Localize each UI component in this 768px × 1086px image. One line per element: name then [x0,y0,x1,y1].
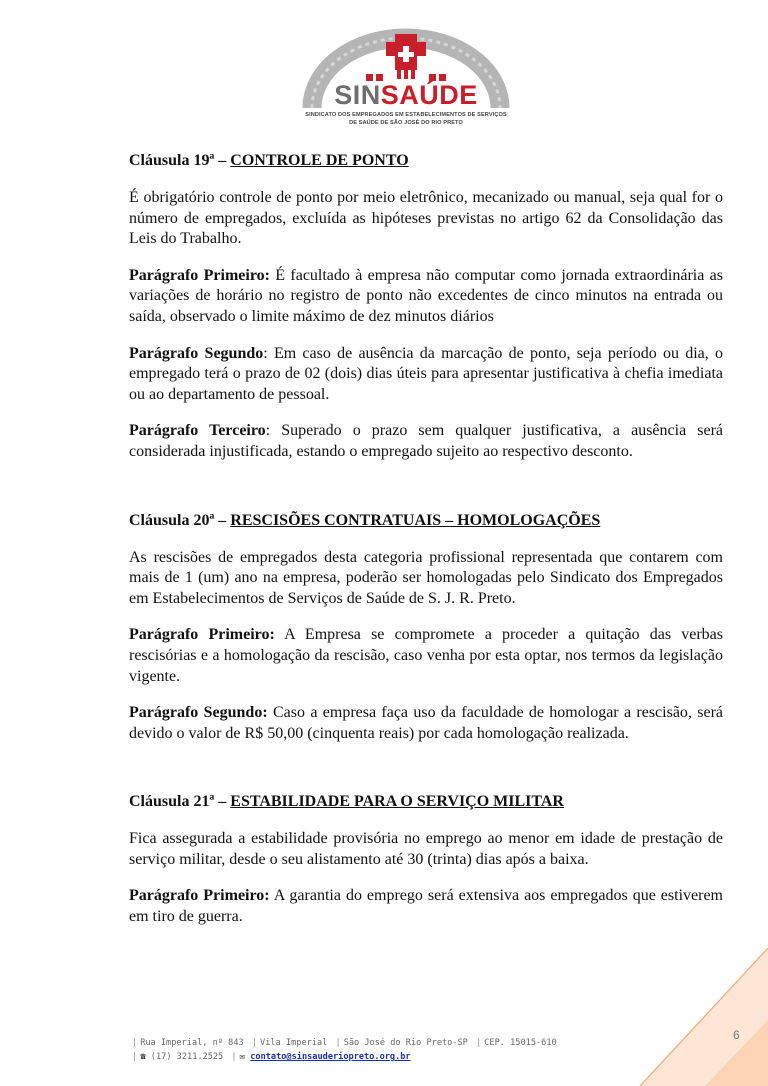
logo-name-sin: SIN [334,80,381,110]
clause-20-paragrafo-primeiro [129,625,723,687]
paragraph-label: Parágrafo Primeiro: [129,887,270,905]
clause-20-heading [129,510,723,531]
footer-cep: CEP. 15015-610 [484,1038,557,1048]
clause-20-number: Cláusula 20ª – [129,511,227,529]
clause-19-title: CONTROLE DE PONTO [230,152,409,169]
footer [129,1036,557,1064]
footer-district: Vila Imperial [260,1038,328,1048]
footer-separator: | [132,1052,138,1062]
footer-separator: | [251,1038,258,1048]
paragraph-label: Parágrafo Segundo: [129,704,268,722]
footer-address-row [129,1036,557,1050]
footer-separator: | [231,1052,237,1062]
paragraph-text: As rescisões de empregados desta categoria profissional representada que contarem com mais de 1 (um) ano na empresa, poderão ser homologadas pelo Sindicato dos Empregados em Estabelecimentos de Serviços de Saúde de S. J. R. Preto. [129,548,723,607]
clause-20-title: RESCISÕES CONTRATUAIS – HOMOLOGAÇÕES [230,511,601,529]
clause-19-number: Cláusula 19ª – [129,152,227,169]
document-body [129,150,723,928]
clause-21-paragrafo-primeiro [129,886,723,927]
footer-contact-row [129,1050,557,1064]
logo-subtitle-line2: DE SAÚDE DE SÃO JOSÉ DO RIO PRETO [349,120,463,126]
clause-19-paragrafo-terceiro [129,421,723,462]
clause-19-paragraph [129,188,723,250]
clause-20 [129,510,723,745]
page-number: 6 [733,1028,740,1042]
paragraph-label: Parágrafo Primeiro: [129,626,275,644]
clause-21-number: Cláusula 21ª – [129,793,227,811]
footer-phone: (17) 3211.2525 [150,1052,224,1062]
clause-21-heading [129,791,723,812]
clause-19-heading [129,150,723,171]
phone-icon: ☎ [140,1052,146,1062]
envelope-icon: ✉ [239,1052,246,1062]
logo-name-saude: SAÚDE [380,80,478,110]
paragraph-label: Parágrafo Terceiro [129,422,266,440]
paragraph-text: : Superado o prazo sem qualquer justificativa, a ausência será considerada injustificada, estando o empregado sujeito ao respectivo desconto. [129,422,723,460]
paragraph-label: Parágrafo Segundo [129,344,264,362]
footer-separator: | [476,1038,482,1048]
footer-separator: | [335,1038,341,1048]
paragraph-text: Caso a empresa faça uso da faculdade de homologar a rescisão, será devido o valor de R$ 50,00 (cinquenta reais) por cada homologação realizada. [129,704,724,742]
clause-20-paragraph [129,548,723,610]
footer-email-link[interactable]: contato@sinsauderiopreto.org.br [250,1052,411,1062]
clause-19 [129,150,723,463]
paragraph-text: É obrigatório controle de ponto por meio eletrônico, mecanizado ou manual, seja qual for o número de empregados, excluída as hipóteses previstas no artigo 62 da Consolidação das Leis do Trabalho. [129,189,723,248]
logo-wordmark [300,82,512,109]
logo-subtitle-line1: SINDICATO DOS EMPREGADOS EM ESTABELECIMENTOS DE SERVIÇOS [305,112,507,118]
clause-21-paragraph [129,829,723,870]
sinsaude-logo [300,26,512,132]
paragraph-text: A Empresa se compromete a proceder a quitação das verbas rescisórias e a homologação da rescisão, caso venha por esta optar, nos termos da legislação vigente. [129,626,723,685]
paragraph-text: A garantia do emprego será extensiva aos empregados que estiverem em tiro de guerra. [129,887,723,926]
clause-21-title: ESTABILIDADE PARA O SERVIÇO MILITAR [230,793,564,811]
footer-city: São José do Rio Preto-SP [343,1038,468,1048]
paragraph-text: É facultado à empresa não computar como jornada extraordinária as variações de horário no registro de ponto não excedentes de cinco minutos na entrada ou saída, observado o limite máximo de dez minutos diários [129,266,723,325]
paragraph-text: : Em caso de ausência da marcação de ponto, seja período ou dia, o empregado terá o prazo de 02 (dois) dias úteis para apresentar justificativa à chefia imediata ou ao departamento de pessoal. [129,344,723,403]
paragraph-text: Fica assegurada a estabilidade provisória no emprego ao menor em idade de prestação de serviço militar, desde o seu alistamento até 30 (trinta) dias após a baixa. [129,830,723,868]
clause-19-paragrafo-primeiro [129,266,723,328]
clause-20-paragrafo-segundo [129,703,723,744]
footer-separator: | [132,1038,138,1048]
clause-19-paragrafo-segundo [129,344,723,406]
paragraph-label: Parágrafo Primeiro: [129,266,270,284]
footer-address: Rua Imperial, nº 843 [140,1038,244,1048]
clause-21 [129,791,723,927]
